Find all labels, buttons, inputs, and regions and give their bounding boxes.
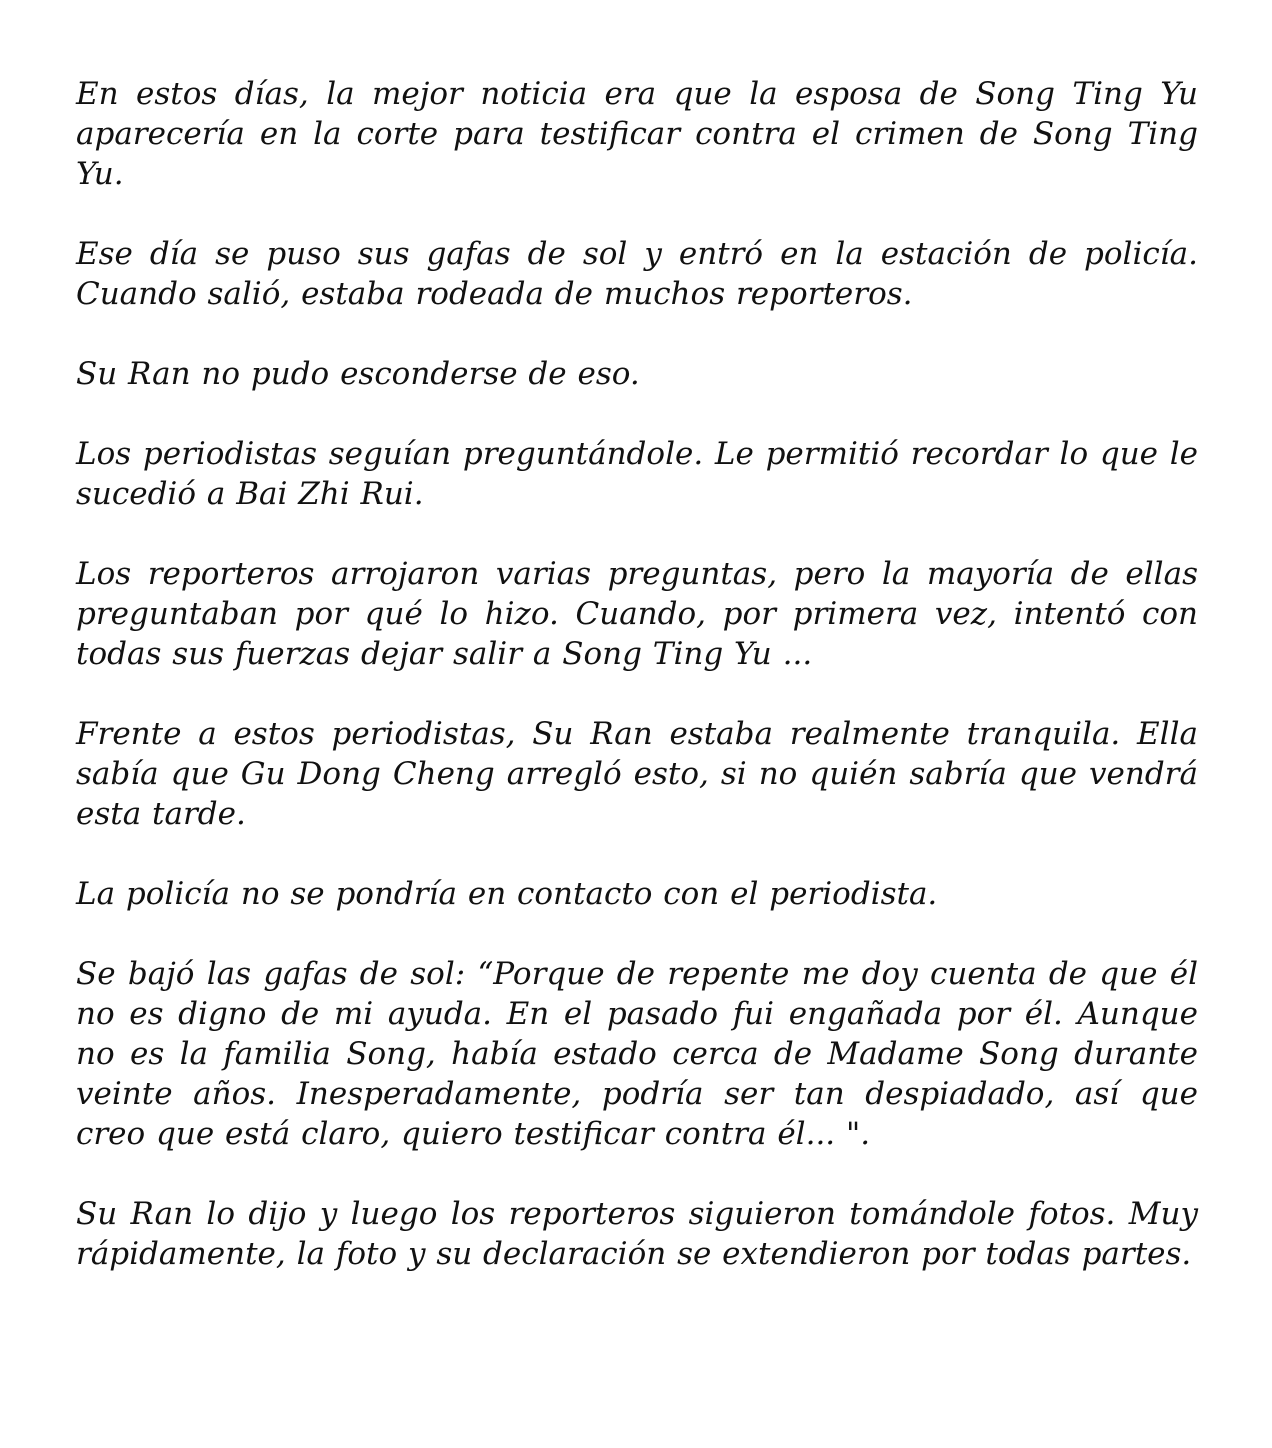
- paragraph-4: Los periodistas seguían preguntándole. Le permitió recordar lo que le sucedió a Bai Zhi Rui.: [76, 436, 1198, 512]
- paragraph-7: La policía no se pondría en contacto con el periodista.: [76, 876, 938, 912]
- paragraph-1: En estos días, la mejor noticia era que la esposa de Song Ting Yu aparecería en la corte para testificar contra el crimen de Song Ting Yu.: [76, 76, 1198, 192]
- paragraph-9: Su Ran lo dijo y luego los reporteros siguieron tomándole fotos. Muy rápidamente, la foto y su declaración se extendieron por todas partes.: [76, 1196, 1198, 1272]
- paragraph-5: Los reporteros arrojaron varias preguntas, pero la mayoría de ellas preguntaban por qué lo hizo. Cuando, por primera vez, intentó con todas sus fuerzas dejar salir a Song Ting Yu ...: [76, 556, 1198, 672]
- paragraph-8: Se bajó las gafas de sol: “Porque de repente me doy cuenta de que él no es digno de mi ayuda. En el pasado fui engañada por él. Aunque no es la familia Song, había estado cerca de Madame Song durante veinte años. Inesperadamente, podría ser tan despiadado, así que creo que está claro, quiero testificar contra él... ".: [76, 956, 1198, 1152]
- paragraph-2: Ese día se puso sus gafas de sol y entró en la estación de policía. Cuando salió, estaba rodeada de muchos reporteros.: [76, 236, 1198, 312]
- paragraph-3: Su Ran no pudo esconderse de eso.: [76, 356, 640, 392]
- paragraph-6: Frente a estos periodistas, Su Ran estaba realmente tranquila. Ella sabía que Gu Dong Cheng arregló esto, si no quién sabría que vendrá esta tarde.: [76, 716, 1198, 832]
